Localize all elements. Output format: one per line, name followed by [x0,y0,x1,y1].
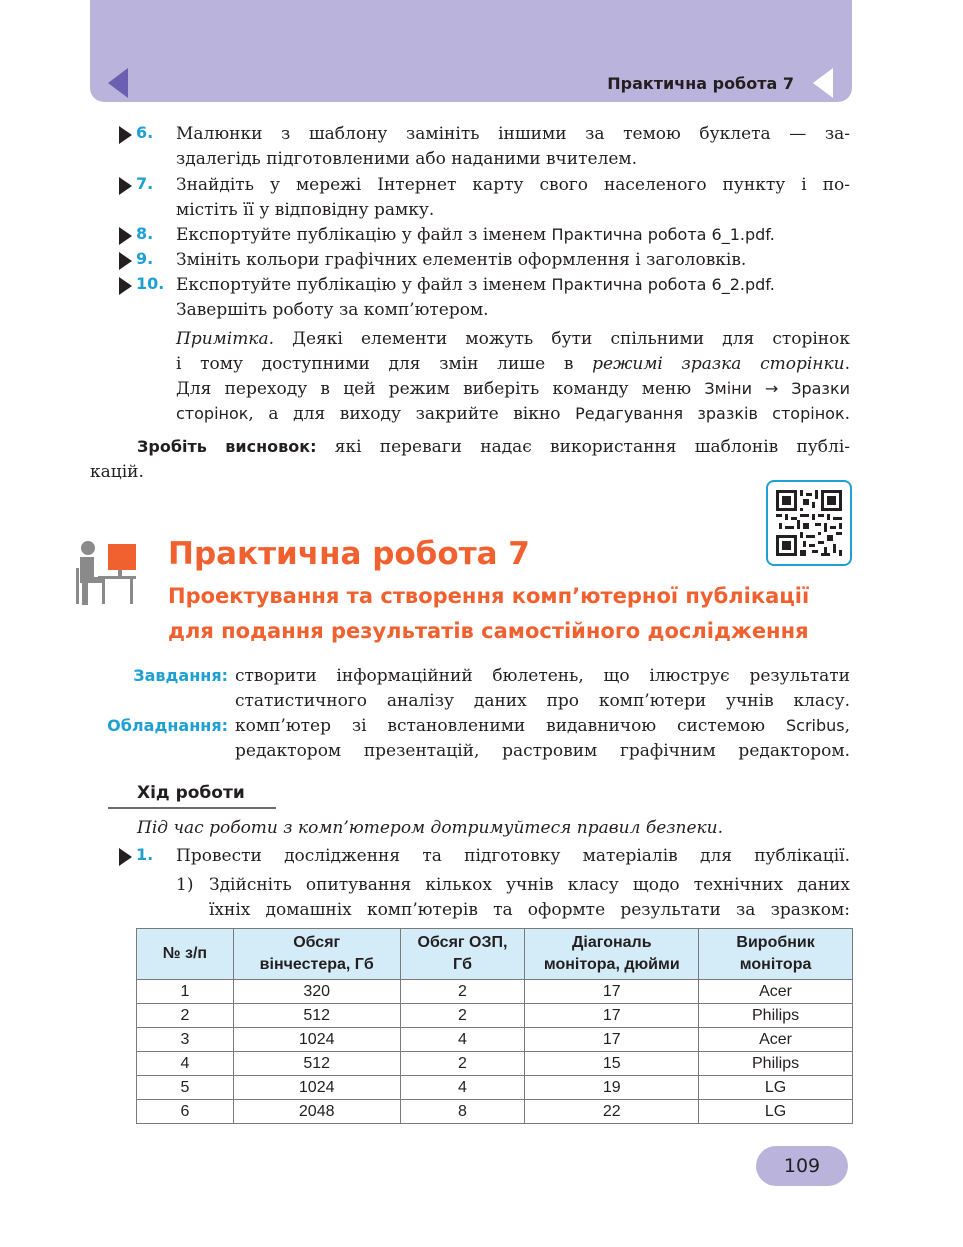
table-cell: 2 [400,1004,525,1028]
page-number: 109 [756,1146,848,1186]
table-cell: Acer [699,1028,853,1052]
triangle-right-icon[interactable] [813,68,833,98]
table-cell: 512 [233,1052,400,1076]
file-name: Практична робота 6_2.pdf. [551,275,775,294]
header-line: вінчестера, Гб [259,956,374,973]
table-cell: LG [699,1100,853,1124]
step-arrow-icon [119,177,132,195]
conclusion-label: Зробіть висновок: [137,437,317,456]
note-label: Примітка. [176,329,274,349]
table-cell: 512 [233,1004,400,1028]
table-cell: 17 [525,1028,699,1052]
table-cell: 17 [525,980,699,1004]
note-line [176,402,850,426]
column-header [699,929,853,980]
substep-number: 1) [176,875,194,895]
step-text-part: Експортуйте публікацію у файл з іменем [176,225,552,245]
table-cell: 1024 [233,1076,400,1100]
task-text: статистичного аналізу даних про комп’ютери учнів класу. [235,691,850,711]
procedure-heading: Хід роботи [137,783,245,803]
survey-table [136,928,853,1124]
table-cell: 5 [137,1076,234,1100]
qr-code-icon [776,490,842,556]
substep-text: їхніх домашніх комп’ютерів та оформте результати за зразком: [209,900,850,920]
note-line [176,377,850,401]
step-arrow-icon [119,848,132,866]
header-line: Діагональ [572,934,652,951]
task-text: створити інформаційний бюлетень, що ілюструє результати [235,666,850,686]
column-header [137,929,234,980]
triangle-left-icon[interactable] [108,68,128,98]
step-number: 1. [136,845,154,864]
note-text: . [844,354,850,374]
table-cell: 17 [525,1004,699,1028]
step-text: Знайдіть у мережі Інтернет карту свого населеного пункту і по- [176,175,850,195]
step-text [176,273,775,297]
table-cell: Philips [699,1004,853,1028]
practical-work-subtitle: для подання результатів самостійного дослідження [168,619,809,643]
header-line: монітора, дюйми [543,956,680,973]
step-arrow-icon [119,227,132,245]
equipment-text [235,714,850,738]
equipment-text-part: комп’ютер зі встановленими видавничою системою [235,716,786,736]
note-text: Деякі елементи можуть бути спільними для сторінок [274,329,850,349]
step-text: містіть її у відповідну рамку. [176,200,435,220]
safety-note: Під час роботи з комп’ютером дотримуйтеся правил безпеки. [137,818,724,838]
step-text: Змініть кольори графічних елементів оформлення і заголовків. [176,250,747,270]
table-cell: 2048 [233,1100,400,1124]
table-row [137,1100,853,1124]
column-header [233,929,400,980]
step-text-part: Експортуйте публікацію у файл з іменем [176,275,552,295]
practical-work-title: Практична робота 7 [168,536,530,572]
equipment-label: Обладнання: [107,716,228,735]
task-label: Завдання: [133,666,228,685]
table-cell: 4 [400,1076,525,1100]
equipment-text-part: , [844,716,850,736]
table-cell: 4 [400,1028,525,1052]
note-line [176,352,850,376]
conclusion-text: які переваги надає використання шаблонів публі- [316,437,851,457]
header-line: Виробник [736,934,815,951]
table-row [137,980,853,1004]
step-number: 6. [136,123,154,142]
header-line: Обсяг [293,934,341,951]
equipment-text: редактором презентацій, растровим графічним редактором. [235,741,850,761]
table-cell: 15 [525,1052,699,1076]
menu-command: сторінок [176,404,249,423]
table-header-row [137,929,853,980]
column-header [525,929,699,980]
header-line: Обсяг ОЗП, [417,934,508,951]
substep-text: Здійсніть опитування кількох учнів класу щодо технічних даних [209,875,850,895]
file-name: Практична робота 6_1.pdf. [551,225,775,244]
note-text: Для переходу в цей режим виберіть команду меню [176,379,705,399]
table-cell: Acer [699,980,853,1004]
qr-code-frame[interactable] [766,480,852,566]
heading-underline [108,807,276,809]
note-text: . [844,404,851,424]
step-text: Малюнки з шаблону замініть іншими за темою буклета — за- [176,124,850,144]
running-header-title: Практична робота 7 [607,74,794,93]
step-arrow-icon [119,126,132,144]
step-text [176,223,775,247]
table-cell: LG [699,1076,853,1100]
step-text: здалегідь підготовленими або наданими вчителем. [176,149,638,169]
step-arrow-icon [119,252,132,270]
step-number: 10. [136,274,165,293]
step-number: 9. [136,249,154,268]
practical-work-subtitle: Проектування та створення комп’ютерної публікації [168,584,810,608]
table-cell: 4 [137,1052,234,1076]
step-arrow-icon [119,277,132,295]
step-number: 7. [136,174,154,193]
conclusion-line [137,435,850,459]
table-cell: 1 [137,980,234,1004]
note-line [176,327,850,351]
table-row [137,1028,853,1052]
step-number: 8. [136,224,154,243]
table-row [137,1076,853,1100]
table-cell: Philips [699,1052,853,1076]
conclusion-line: кацій. [90,462,144,482]
table-row [137,1004,853,1028]
note-emphasis: режимі зразка сторінки [592,354,845,374]
table-cell: 8 [400,1100,525,1124]
note-text: , а для виходу закрийте вікно [248,404,576,424]
window-name: Редагування зразків сторінок [575,404,845,423]
app-name: Scribus [785,716,845,735]
table-cell: 2 [400,980,525,1004]
step-text: Провести дослідження та підготовку матеріалів для публікації. [176,846,850,866]
person-at-computer-icon [74,540,138,606]
table-cell: 22 [525,1100,699,1124]
column-header [400,929,525,980]
menu-command: Зміни → Зразки [704,379,851,398]
table-cell: 3 [137,1028,234,1052]
table-cell: 6 [137,1100,234,1124]
header-line: № з/п [162,945,208,962]
table-cell: 320 [233,980,400,1004]
table-cell: 2 [137,1004,234,1028]
header-line: Гб [453,956,472,973]
table-cell: 1024 [233,1028,400,1052]
table-cell: 19 [525,1076,699,1100]
header-line: монітора [739,956,812,973]
note-text: і тому доступними для змін лише в [176,354,593,374]
step-text: Завершіть роботу за комп’ютером. [176,300,489,320]
table-row [137,1052,853,1076]
table-cell: 2 [400,1052,525,1076]
